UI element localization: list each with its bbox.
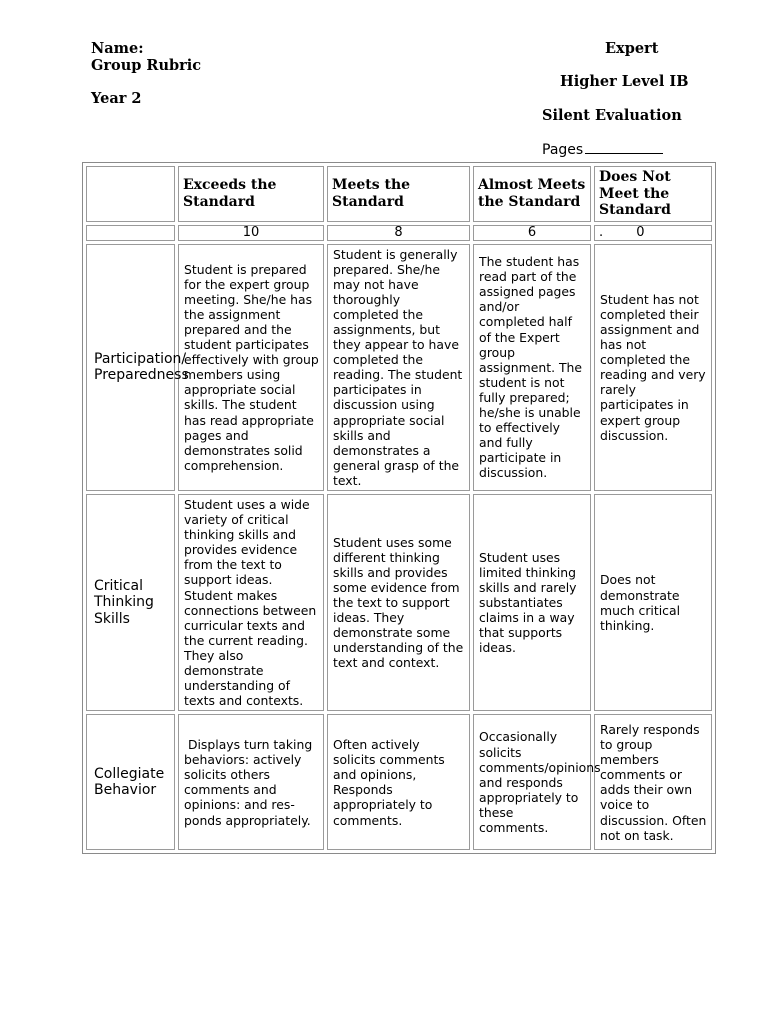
- criterion-participation: Participation/ Preparedness: [86, 244, 175, 492]
- rubric-cell: Student is generally prepared. She/he may not have thoroughly completed the assignments, but they appear to have completed the reading. The student participates in discussion using appropriate social skills and demonstrates a general grasp of the text.: [327, 244, 470, 492]
- column-header-does-not: Does Not Meet the Standard: [594, 166, 712, 222]
- rubric-cell: Student uses some different thinking skills and provides some evidence from the text to support ideas. They demonstrate some understanding of the text and context.: [327, 494, 470, 711]
- points-meets: 8: [327, 225, 470, 241]
- criterion-collegiate: Collegiate Behavior: [86, 714, 175, 850]
- level-label: Higher Level IB: [560, 73, 689, 90]
- rubric-cell: Often actively solicits comments and opinions, Responds appropriately to comments.: [327, 714, 470, 850]
- rubric-table: [82, 162, 716, 854]
- rubric-cell: Student uses a wide variety of critical thinking skills and provides evidence from the text to support ideas. Student makes connections between curricular texts and the current reading. They also demonstrate understanding of texts and contexts.: [178, 494, 324, 711]
- pages-blank-line: [585, 141, 663, 154]
- table-row: [86, 714, 712, 850]
- rubric-cell: Displays turn taking behaviors: actively solicits others comments and opinions: and res-ponds appropriately.: [178, 714, 324, 850]
- year-label: Year 2: [91, 90, 142, 107]
- evaluation-label: Silent Evaluation: [542, 107, 682, 124]
- table-row: [86, 494, 712, 711]
- column-header-almost: Almost Meets the Standard: [473, 166, 591, 222]
- table-row: [86, 244, 712, 492]
- rubric-cell: Does not demonstrate much critical thinking.: [594, 494, 712, 711]
- rubric-cell: Occasionally solicits comments/opinions and responds appropriately to these comments.: [473, 714, 591, 850]
- empty-points-cell: [86, 225, 175, 241]
- rubric-cell: The student has read part of the assigned pages and/or completed half of the Expert group assignment. The student is not fully prepared; he/she is unable to effectively and fully participate in discussion.: [473, 244, 591, 492]
- header-row: [86, 166, 712, 222]
- group-rubric-label: Group Rubric: [91, 57, 202, 74]
- name-label: Name:: [91, 40, 144, 57]
- points-row: [86, 225, 712, 241]
- column-header-exceeds: Exceeds the Standard: [178, 166, 324, 222]
- rubric-cell: Rarely responds to group members comments or adds their own voice to discussion. Often not on task.: [594, 714, 712, 850]
- rubric-cell: Student uses limited thinking skills and rarely substantiates claims in a way that supports ideas.: [473, 494, 591, 711]
- rubric-cell: Student is prepared for the expert group meeting. She/he has the assignment prepared and the student participates effectively with group members using appropriate social skills. The student has read appropriate pages and demonstrates solid comprehension.: [178, 244, 324, 492]
- points-almost: 6: [473, 225, 591, 241]
- column-header-meets: Meets the Standard: [327, 166, 470, 222]
- empty-corner-cell: [86, 166, 175, 222]
- pages-field: [542, 141, 663, 158]
- points-does-not: . 0: [594, 225, 712, 241]
- expert-label: Expert: [605, 40, 659, 57]
- pages-label: Pages: [542, 142, 584, 158]
- points-exceeds: 10: [178, 225, 324, 241]
- criterion-critical-thinking: Critical Thinking Skills: [86, 494, 175, 711]
- rubric-cell: Student has not completed their assignment and has not completed the reading and very rarely participates in expert group discussion.: [594, 244, 712, 492]
